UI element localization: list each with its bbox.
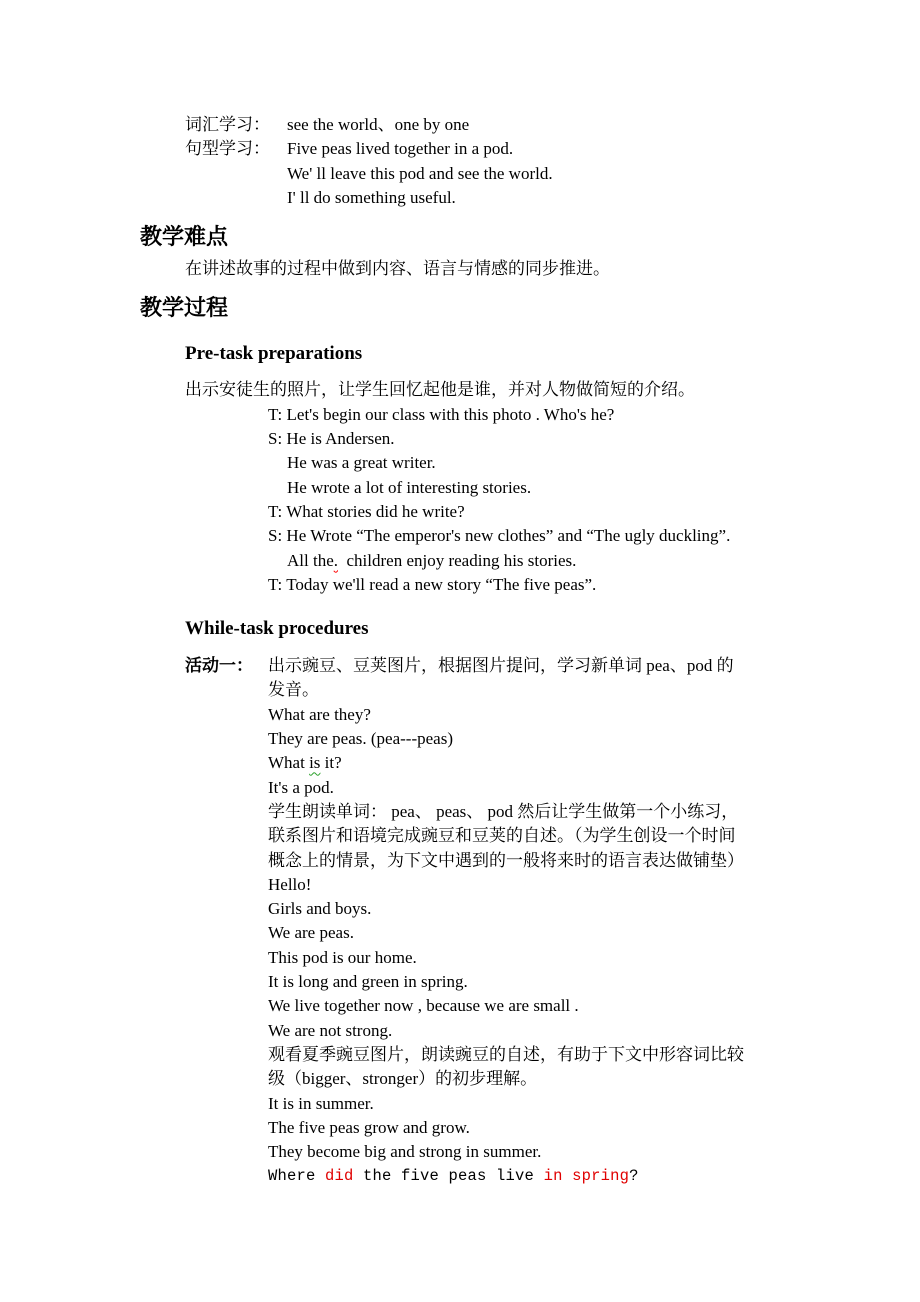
final-question-highlight: did — [325, 1167, 354, 1186]
pretask-intro: 出示安徒生的照片，让学生回忆起他是谁，并对人物做简短的介绍。 — [185, 380, 695, 400]
heading-teaching-process: 教学过程 — [140, 295, 229, 321]
teaching-difficulty-text: 在讲述故事的过程中做到内容、语言与情感的同步推进。 — [185, 259, 610, 279]
text-segment: What — [268, 753, 310, 773]
final-question-segment: the five peas live — [353, 1167, 544, 1186]
patterns-first-line: Five peas lived together in a pod. — [287, 139, 514, 159]
text-line: We are peas. — [268, 923, 354, 943]
text-line: We are not strong. — [268, 1020, 393, 1040]
dialogue-segment: children enjoy reading his stories. — [338, 550, 577, 570]
text-line: They are peas. (pea---peas) — [268, 729, 453, 749]
text-line: 观看夏季豌豆图片，朗读豌豆的自述，有助于下文中形容词比较 — [268, 1044, 744, 1064]
text-line: It is in summer. — [268, 1093, 374, 1113]
dialogue-line: He wrote a lot of interesting stories. — [287, 477, 532, 497]
dialogue-line — [287, 549, 920, 573]
patterns-row — [185, 137, 920, 161]
text-line: The five peas grow and grow. — [268, 1117, 470, 1137]
spellcheck-squiggle: . — [333, 550, 338, 570]
text-line: 发音。 — [268, 680, 319, 700]
pretask-dialogue — [268, 403, 920, 597]
activity-one — [185, 654, 920, 1189]
text-line: We live together now , because we are small . — [268, 996, 579, 1016]
heading-teaching-difficulty: 教学难点 — [140, 224, 229, 250]
activity-label: 活动一： — [185, 656, 253, 676]
text-line: This pod is our home. — [268, 947, 417, 967]
patterns-cont-line: We' ll leave this pod and see the world. — [287, 163, 553, 183]
grammar-squiggle: is — [309, 753, 321, 773]
vocab-value: see the world、one by one — [287, 115, 470, 134]
dialogue-line: T: What stories did he write? — [268, 501, 465, 521]
text-line: It is long and green in spring. — [268, 972, 468, 992]
activity-content — [268, 654, 920, 1189]
text-line: It's a pod. — [268, 777, 334, 797]
final-question-highlight: in spring — [543, 1167, 630, 1186]
dialogue-line: S: He Wrote “The emperor's new clothes” and “The ugly duckling”. — [268, 526, 731, 546]
heading-whiletask: While-task procedures — [185, 618, 369, 640]
final-question-segment: Where — [268, 1167, 326, 1186]
text-line: What are they? — [268, 704, 371, 724]
vocab-label: 词汇学习： — [185, 115, 270, 134]
text-line — [268, 751, 920, 775]
dialogue-line: T: Today we'll read a new story “The five peas”. — [268, 574, 597, 594]
dialogue-line: S: He is Andersen. — [268, 429, 395, 449]
patterns-cont-line: I' ll do something useful. — [287, 187, 456, 207]
dialogue-line: He was a great writer. — [287, 453, 436, 473]
heading-pretask: Pre-task preparations — [185, 343, 363, 365]
text-line: 学生朗读单词： pea、 peas、 pod 然后让学生做第一个小练习， — [268, 801, 739, 821]
text-line: They become big and strong in summer. — [268, 1142, 542, 1162]
vocab-row — [185, 113, 920, 137]
final-question-line — [268, 1164, 920, 1188]
text-line: Hello! — [268, 874, 312, 894]
text-line: 概念上的情景，为下文中遇到的一般将来时的语言表达做铺垫） — [268, 850, 744, 870]
text-line: 联系图片和语境完成豌豆和豆荚的自述。（为学生创设一个时间 — [268, 826, 736, 846]
dialogue-line: T: Let's begin our class with this photo . Who's he? — [268, 404, 615, 424]
text-line: 级（bigger、stronger）的初步理解。 — [268, 1069, 538, 1089]
text-line: 出示豌豆、豆荚图片，根据图片提问，学习新单词 pea、pod 的 — [268, 656, 734, 676]
text-segment: it? — [320, 753, 342, 773]
patterns-label: 句型学习： — [185, 139, 270, 159]
text-line: Girls and boys. — [268, 899, 372, 919]
dialogue-segment: All the — [287, 550, 334, 570]
final-question-segment: ? — [629, 1167, 639, 1186]
